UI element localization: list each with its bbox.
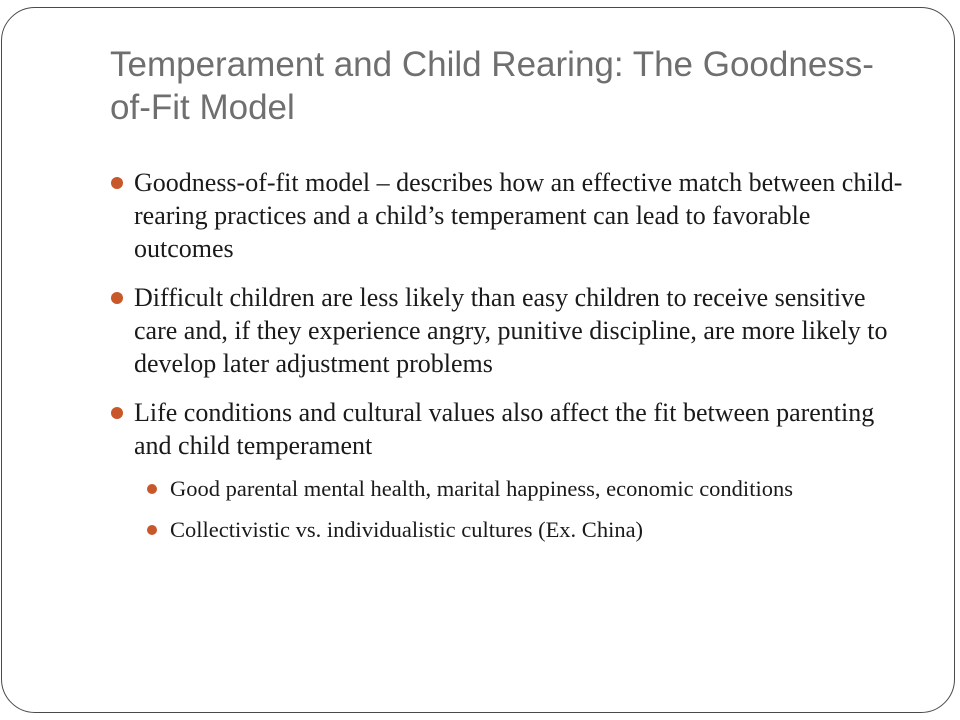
bullet-item bbox=[110, 281, 910, 380]
sub-bullet-text: Collectivistic vs. individualistic cultures (Ex. China) bbox=[170, 517, 644, 542]
bullet-text: Difficult children are less likely than easy children to receive sensitive care and, if they experience angry, punitive discipline, are more likely to develop later adjustment problems bbox=[134, 283, 888, 378]
bullet-dot-icon bbox=[111, 407, 123, 419]
bullet-text: Goodness-of-fit model – describes how an effective match between child-rearing practices and a child’s temperament can lead to favorable outcomes bbox=[134, 168, 903, 263]
sub-bullet-dot-icon bbox=[147, 484, 157, 494]
slide-content bbox=[110, 166, 910, 560]
bullet-dot-icon bbox=[111, 177, 123, 189]
sub-bullet-list bbox=[146, 474, 910, 544]
bullet-dot-icon bbox=[111, 292, 123, 304]
sub-bullet-text: Good parental mental health, marital happiness, economic conditions bbox=[170, 476, 793, 501]
bullet-item bbox=[110, 166, 910, 265]
bullet-text: Life conditions and cultural values also affect the fit between parenting and child temperament bbox=[134, 398, 875, 460]
sub-bullet-item bbox=[146, 515, 910, 544]
sub-bullet-item bbox=[146, 474, 910, 503]
slide-title: Temperament and Child Rearing: The Goodness-of-Fit Model bbox=[110, 45, 874, 127]
slide-frame bbox=[1, 7, 955, 713]
sub-bullet-dot-icon bbox=[147, 525, 157, 535]
bullet-item bbox=[110, 396, 910, 544]
